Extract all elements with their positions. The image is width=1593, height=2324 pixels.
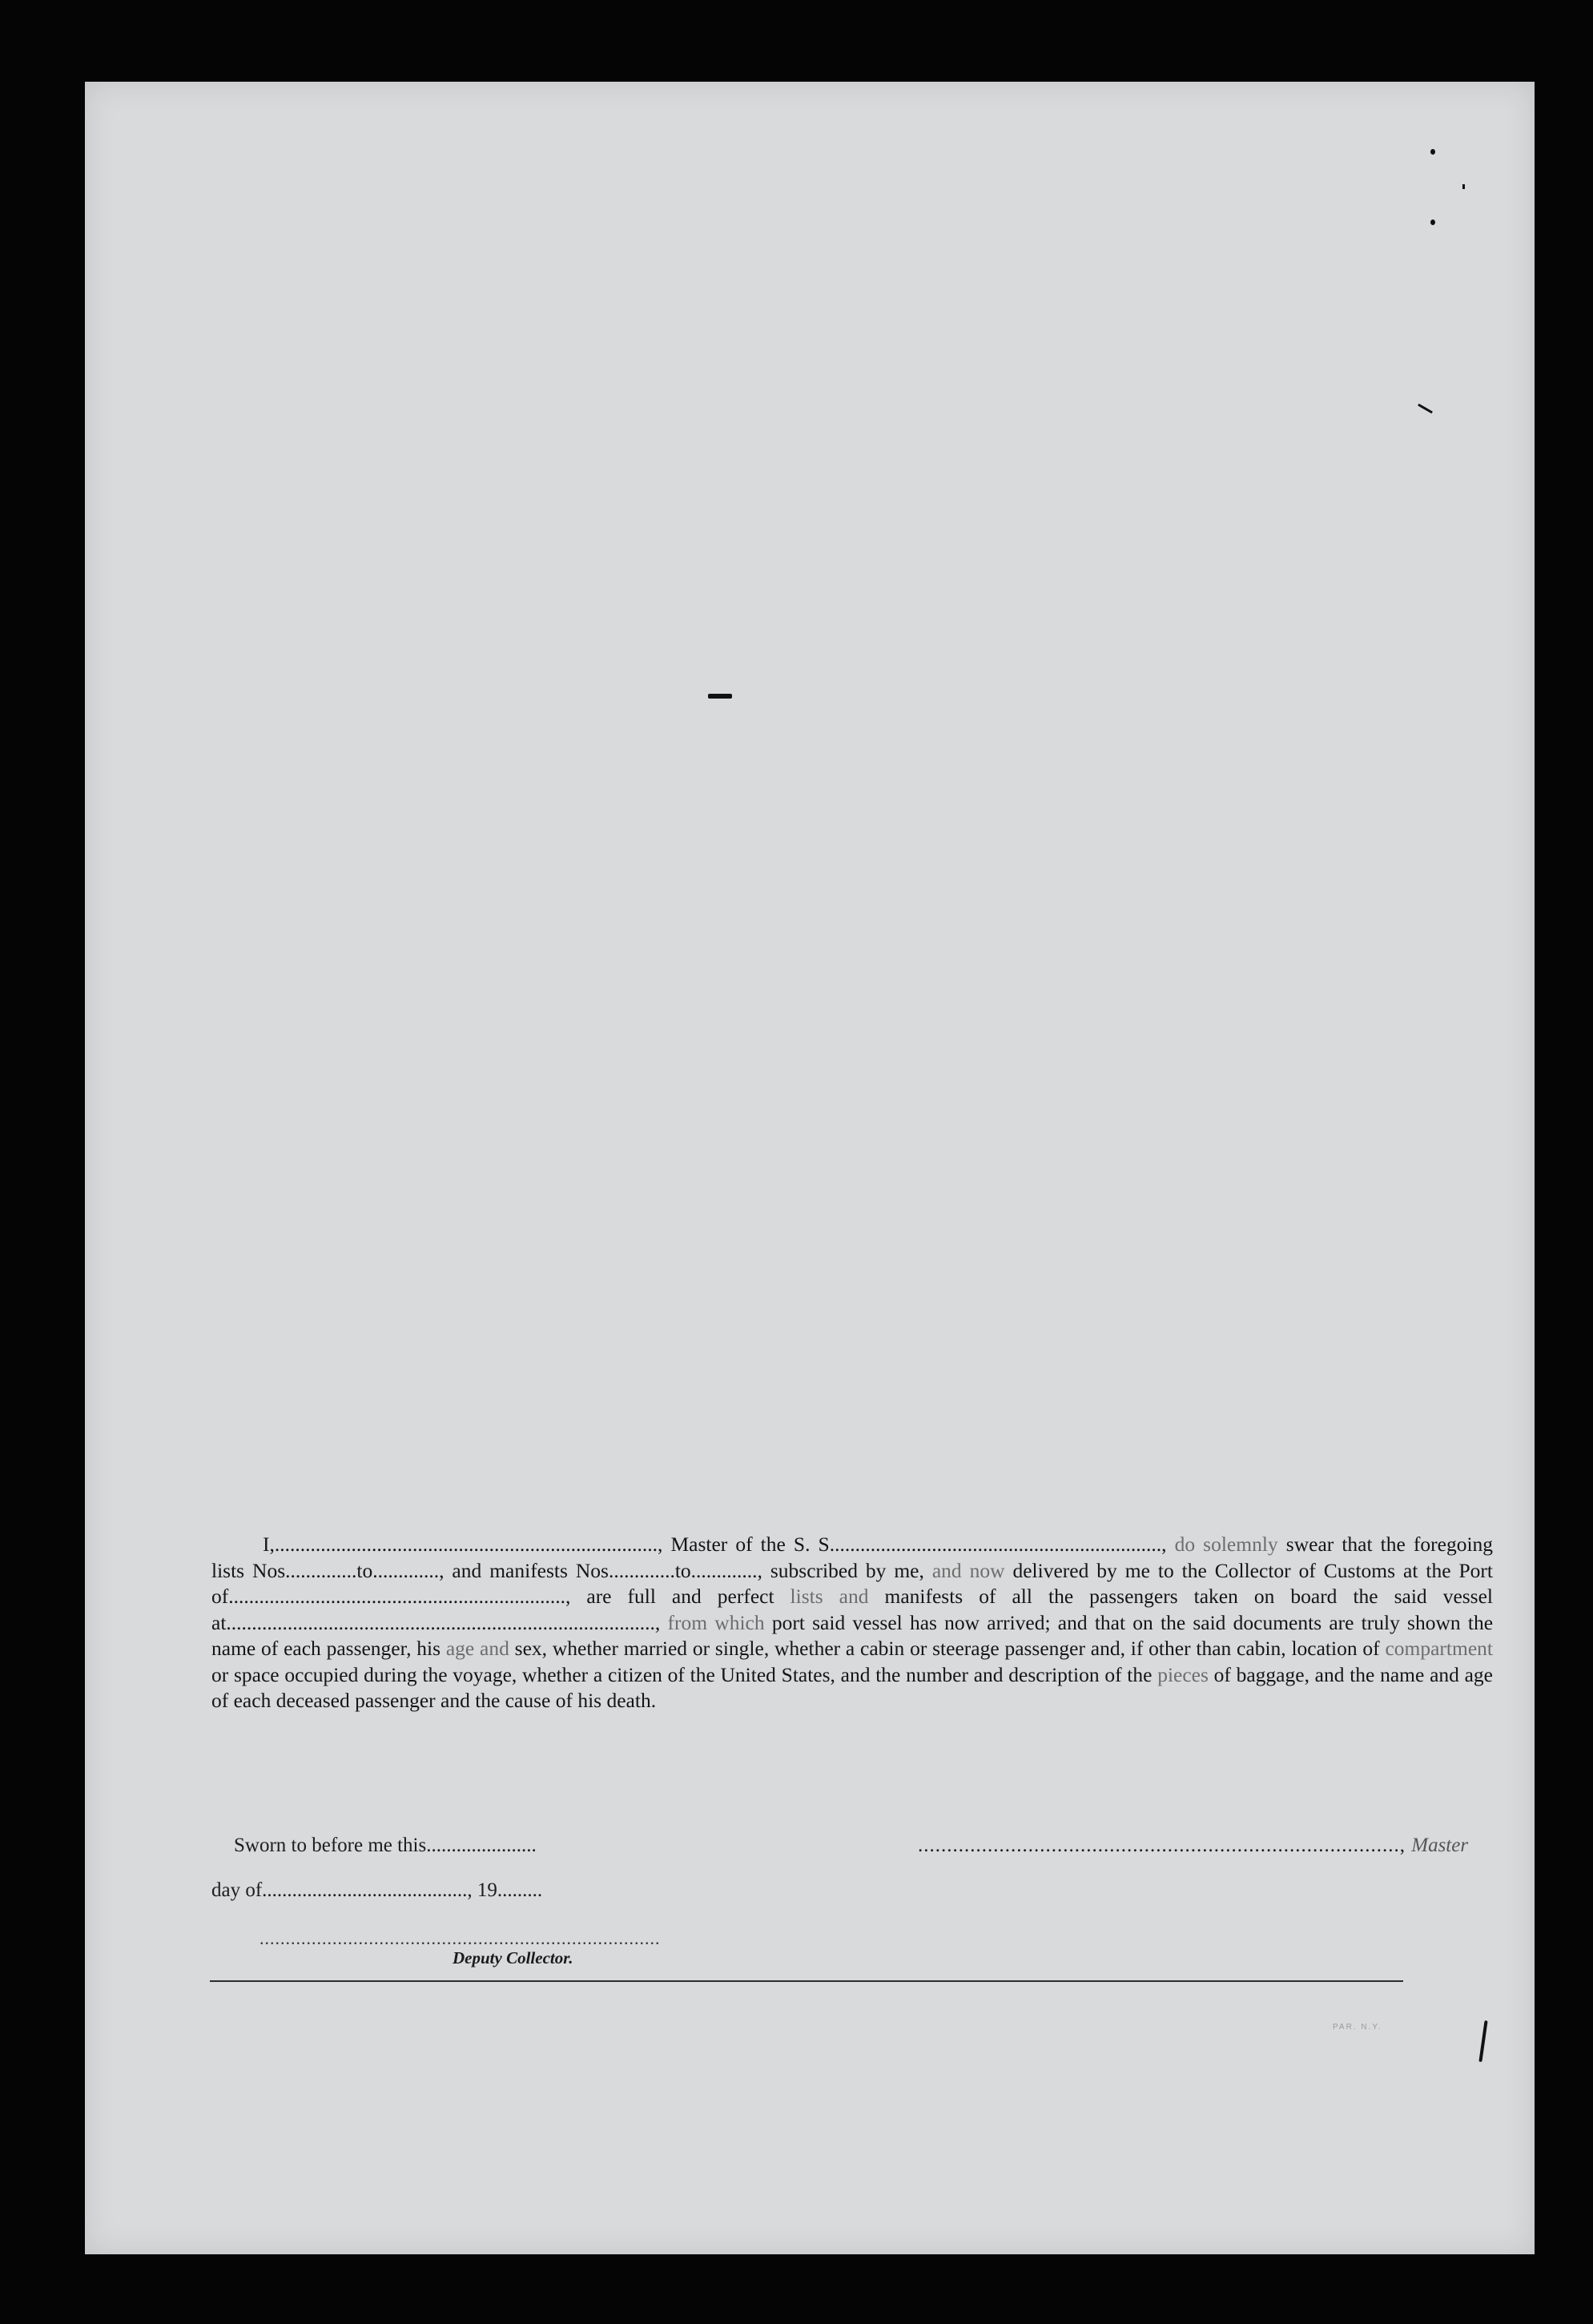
masters-oath-paragraph: [211, 1532, 1493, 1714]
oath-text-faded: from which: [667, 1610, 765, 1634]
footer-rule: [210, 1980, 1403, 1982]
master-role-label: Master: [1411, 1835, 1469, 1856]
oath-text-faded: pieces: [1157, 1662, 1209, 1686]
oath-text-faded: age and: [445, 1637, 509, 1660]
oath-text: or space occupied during the voyage, whether a citizen of the United States, and the number and description of the: [211, 1662, 1158, 1686]
oath-text: of baggage, and the name and age of each deceased passenger and the cause of his death.: [211, 1662, 1494, 1712]
oath-text: manifests of all the passengers taken on board the said vessel at....................................................................................,: [211, 1585, 1494, 1634]
signature-dots: ...................................................................................,: [918, 1835, 1412, 1856]
deputy-signature-dots: .............................................................................: [259, 1928, 661, 1948]
oath-text: delivered by me to the Collector of Customs at the Port of.................................................................., are full and perfect: [211, 1558, 1493, 1608]
sworn-before-line: Sworn to before me this......................: [234, 1835, 537, 1856]
oath-text: port said vessel has now arrived; and that on the said documents are truly shown the name of each passenger, his: [211, 1610, 1494, 1660]
printer-mark: PAR. N.Y.: [1333, 2023, 1382, 2032]
pencil-tick: [1418, 404, 1433, 414]
oath-text-faded: lists and: [790, 1585, 869, 1608]
pencil-tick: [1478, 2020, 1487, 2062]
deputy-collector-label: Deputy Collector.: [453, 1948, 573, 1968]
oath-text-faded: and now: [931, 1558, 1005, 1582]
ink-tick: [1462, 184, 1465, 189]
oath-text-faded: do solemnly: [1174, 1533, 1278, 1556]
master-signature-line: [918, 1835, 1468, 1857]
day-of-line: day of........................................., 19.........: [211, 1879, 543, 1901]
oath-text: ................................................................,: [835, 1533, 1175, 1556]
oath-text: sex, whether married or single, whether a cabin or steerage passenger and, if other than cabin, location of: [514, 1637, 1386, 1660]
ink-dot: [1430, 220, 1435, 225]
ink-dot: [1430, 149, 1435, 155]
oath-text-faded: compartment: [1385, 1637, 1493, 1660]
oath-text: swear that the foregoing lists Nos..............to............., and manifests Nos.............to............., subscribed by me,: [211, 1533, 1494, 1582]
oath-text: I,..........................................................................., Master of the S. S.: [263, 1533, 835, 1556]
ink-dash: [708, 694, 732, 699]
manifest-page: [85, 82, 1535, 2254]
